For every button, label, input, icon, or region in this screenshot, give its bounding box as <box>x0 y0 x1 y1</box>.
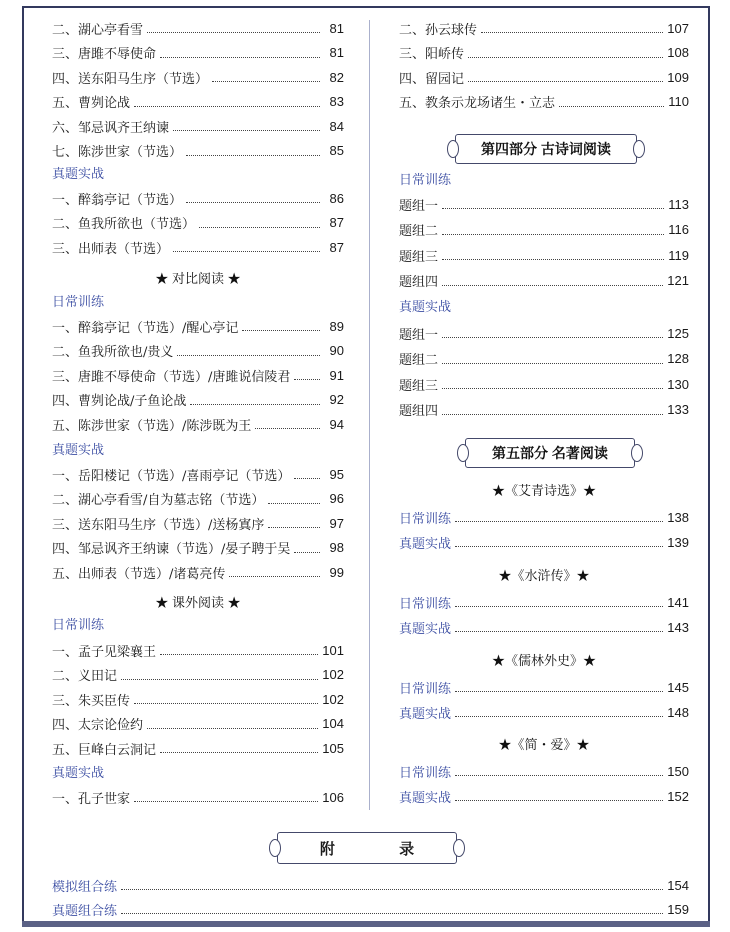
dot-leader <box>160 56 320 58</box>
toc-entry-title: 五、出师表（节选）/诸葛亮传 <box>52 566 226 582</box>
toc-entry-title: 五、曹刿论战 <box>52 96 131 111</box>
toc-entry-title: 五、教条示龙场诸生・立志 <box>399 96 556 111</box>
toc-entry[interactable] <box>52 140 344 162</box>
toc-entry[interactable] <box>52 874 689 896</box>
dot-leader <box>442 413 663 415</box>
toc-entry[interactable] <box>399 219 689 241</box>
toc-entry-title: 题组三 <box>399 378 439 394</box>
toc-entry[interactable] <box>399 348 689 370</box>
toc-entry[interactable] <box>399 676 689 698</box>
dot-leader <box>134 702 318 704</box>
toc-entry-page: 91 <box>329 367 344 383</box>
toc-entry[interactable] <box>399 591 689 613</box>
toc-entry-page: 102 <box>322 667 344 682</box>
toc-entry-title: 五、陈涉世家（节选）/陈涉既为王 <box>52 418 252 434</box>
toc-entry[interactable] <box>52 413 344 435</box>
column-divider <box>369 20 370 810</box>
toc-entry[interactable] <box>52 713 344 735</box>
section-heading: ★《水浒传》★ <box>498 568 590 583</box>
toc-entry-page: 113 <box>668 196 689 212</box>
toc-entry-page: 104 <box>322 716 344 731</box>
toc-entry-page: 130 <box>667 376 689 392</box>
toc-entry-title: 一、醉翁亭记（节选）/醒心亭记 <box>52 320 239 336</box>
toc-entry[interactable] <box>52 639 344 661</box>
category-label: 日常训练 <box>52 617 105 632</box>
toc-entry[interactable] <box>399 66 689 88</box>
dot-leader <box>147 727 318 729</box>
appendix-title: 附 录 <box>319 840 445 858</box>
toc-entry-page: 94 <box>329 416 344 432</box>
toc-entry[interactable] <box>52 42 344 64</box>
toc-entry[interactable] <box>52 187 344 209</box>
dot-leader <box>442 233 664 235</box>
toc-entry-page: 150 <box>667 763 689 779</box>
toc-entry-page: 119 <box>668 247 689 263</box>
toc-entry-page: 81 <box>329 20 344 36</box>
toc-entry-page: 138 <box>667 509 689 525</box>
toc-entry[interactable] <box>52 389 344 411</box>
toc-entry-title: 题组二 <box>399 224 439 239</box>
toc-entry-title: 五、巨峰白云洞记 <box>52 742 157 758</box>
toc-entry-page: 108 <box>667 45 689 60</box>
dot-leader <box>134 105 320 107</box>
toc-entry-title: 真题实战 <box>399 789 452 805</box>
toc-entry[interactable] <box>52 17 344 39</box>
toc-entry-title: 题组一 <box>399 327 439 343</box>
toc-entry-page: 92 <box>329 392 344 407</box>
toc-entry[interactable] <box>52 664 344 686</box>
toc-entry-page: 87 <box>329 215 344 230</box>
dot-leader <box>186 154 320 156</box>
dot-leader <box>455 520 663 522</box>
toc-entry-page: 110 <box>668 94 689 109</box>
toc-entry-page: 121 <box>667 273 689 288</box>
toc-entry[interactable] <box>399 399 689 421</box>
dot-leader <box>455 774 663 776</box>
toc-entry[interactable] <box>52 512 344 534</box>
dot-leader <box>121 912 663 914</box>
toc-entry-page: 154 <box>667 877 689 893</box>
toc-entry[interactable] <box>399 616 689 638</box>
toc-entry[interactable] <box>52 463 344 485</box>
toc-entry-title: 四、曹刿论战/子鱼论战 <box>52 394 187 409</box>
toc-entry-page: 97 <box>329 515 344 531</box>
toc-entry-page: 89 <box>329 318 344 334</box>
toc-entry-page: 133 <box>667 402 689 417</box>
dot-leader <box>455 799 663 801</box>
dot-leader <box>455 715 663 717</box>
toc-entry-title: 二、湖心亭看雪/自为墓志铭（节选） <box>52 493 265 508</box>
toc-entry[interactable] <box>52 315 344 337</box>
toc-entry-page: 90 <box>329 343 344 358</box>
dot-leader <box>442 284 663 286</box>
toc-entry-title: 真题实战 <box>399 705 452 721</box>
toc-entry-page: 82 <box>329 69 344 85</box>
toc-entry-page: 96 <box>329 491 344 506</box>
section-heading: ★《儒林外史》★ <box>491 653 596 668</box>
toc-entry[interactable] <box>52 786 344 808</box>
toc-entry-title: 二、湖心亭看雪 <box>52 22 144 38</box>
dot-leader <box>442 362 663 364</box>
toc-entry[interactable] <box>399 322 689 344</box>
toc-entry-page: 86 <box>329 190 344 206</box>
toc-entry-title: 二、鱼我所欲也/贵义 <box>52 345 174 360</box>
dot-leader <box>294 551 320 553</box>
toc-entry[interactable] <box>399 91 689 113</box>
toc-entry[interactable] <box>399 193 689 215</box>
category-label: 真题实战 <box>52 765 105 780</box>
toc-entry-title: 模拟组合练 <box>52 878 118 894</box>
toc-entry-page: 101 <box>322 642 344 658</box>
category-label: 真题实战 <box>52 166 105 181</box>
dot-leader <box>294 378 320 380</box>
dot-leader <box>177 354 320 356</box>
dot-leader <box>468 80 663 82</box>
category-label: 真题实战 <box>399 299 452 314</box>
part-banner: 第四部分 古诗词阅读 <box>455 134 637 164</box>
toc-entry[interactable] <box>52 212 344 234</box>
toc-entry[interactable] <box>399 760 689 782</box>
toc-entry[interactable] <box>399 701 689 723</box>
toc-entry[interactable] <box>399 506 689 528</box>
dot-leader <box>455 545 663 547</box>
dot-leader <box>442 207 664 209</box>
toc-entry[interactable] <box>52 340 344 362</box>
toc-entry[interactable] <box>52 488 344 510</box>
toc-entry-page: 106 <box>322 789 344 805</box>
dot-leader <box>268 502 320 504</box>
dot-leader <box>212 80 320 82</box>
toc-entry-title: 真题实战 <box>399 620 452 636</box>
toc-entry-title: 三、朱买臣传 <box>52 693 131 709</box>
toc-entry-title: 一、醉翁亭记（节选） <box>52 192 183 208</box>
toc-entry-title: 一、孔子世家 <box>52 791 131 807</box>
toc-entry[interactable] <box>52 66 344 88</box>
section-heading: ★ 课外阅读 ★ <box>155 595 241 610</box>
toc-entry-title: 题组一 <box>399 198 439 214</box>
dot-leader <box>455 690 663 692</box>
toc-entry-title: 题组三 <box>399 249 439 265</box>
dot-leader <box>242 329 320 331</box>
dot-leader <box>121 678 318 680</box>
toc-entry[interactable] <box>399 244 689 266</box>
toc-entry-page: 85 <box>329 143 344 158</box>
toc-entry-title: 日常训练 <box>399 510 452 526</box>
toc-entry-page: 84 <box>329 118 344 134</box>
toc-entry-title: 题组四 <box>399 275 439 290</box>
appendix-banner <box>277 832 457 864</box>
toc-entry-page: 145 <box>667 679 689 695</box>
toc-entry[interactable] <box>52 561 344 583</box>
toc-entry-title: 日常训练 <box>399 595 452 611</box>
toc-entry-page: 139 <box>667 534 689 550</box>
part-banner: 第五部分 名著阅读 <box>465 438 635 468</box>
toc-entry-page: 83 <box>329 94 344 109</box>
toc-entry-title: 三、唐雎不辱使命（节选）/唐雎说信陵君 <box>52 369 291 385</box>
dot-leader <box>199 226 320 228</box>
toc-entry-page: 141 <box>667 594 689 610</box>
toc-entry[interactable] <box>399 785 689 807</box>
toc-entry-title: 日常训练 <box>399 680 452 696</box>
category-label: 日常训练 <box>52 294 105 309</box>
dot-leader <box>294 477 320 479</box>
dot-leader <box>190 403 320 405</box>
toc-entry-title: 二、鱼我所欲也（节选） <box>52 217 196 232</box>
dot-leader <box>255 427 320 429</box>
toc-entry-title: 四、留园记 <box>399 71 465 87</box>
dot-leader <box>442 258 664 260</box>
toc-entry-title: 三、阳峤传 <box>399 47 465 62</box>
category-label: 真题实战 <box>52 442 105 457</box>
toc-entry-title: 日常训练 <box>399 764 452 780</box>
toc-entry-title: 一、岳阳楼记（节选）/喜雨亭记（节选） <box>52 468 291 484</box>
toc-entry-title: 真题组合练 <box>52 902 118 918</box>
toc-entry[interactable] <box>399 531 689 553</box>
toc-entry-page: 152 <box>667 788 689 804</box>
dot-leader <box>147 31 320 33</box>
toc-entry-title: 真题实战 <box>399 535 452 551</box>
toc-entry[interactable] <box>52 898 689 920</box>
toc-entry-page: 87 <box>329 239 344 255</box>
dot-leader <box>559 105 664 107</box>
dot-leader <box>468 56 663 58</box>
dot-leader <box>442 387 663 389</box>
toc-entry[interactable] <box>399 17 689 39</box>
toc-entry-title: 题组二 <box>399 353 439 368</box>
dot-leader <box>173 250 320 252</box>
dot-leader <box>229 575 320 577</box>
toc-entry-page: 125 <box>667 325 689 341</box>
toc-entry-title: 七、陈涉世家（节选） <box>52 145 183 160</box>
page-frame-bottom-bar <box>22 921 710 927</box>
toc-entry-page: 116 <box>668 222 689 237</box>
dot-leader <box>173 129 320 131</box>
toc-entry[interactable] <box>52 236 344 258</box>
toc-entry[interactable] <box>52 364 344 386</box>
toc-entry-title: 三、送东阳马生序（节选）/送杨寘序 <box>52 517 265 533</box>
toc-entry-title: 一、孟子见梁襄王 <box>52 644 157 660</box>
toc-entry[interactable] <box>52 115 344 137</box>
dot-leader <box>160 653 318 655</box>
toc-entry[interactable] <box>399 42 689 64</box>
toc-entry-page: 109 <box>667 69 689 85</box>
toc-entry-title: 四、太宗论俭约 <box>52 718 144 733</box>
toc-entry-title: 三、出师表（节选） <box>52 241 170 257</box>
toc-entry[interactable] <box>399 270 689 292</box>
dot-leader <box>455 605 663 607</box>
dot-leader <box>455 630 663 632</box>
toc-entry-title: 四、邹忌讽齐王纳谏（节选）/晏子聘于吴 <box>52 542 291 557</box>
toc-entry-page: 81 <box>329 45 344 60</box>
dot-leader <box>442 336 663 338</box>
category-label: 日常训练 <box>399 172 452 187</box>
toc-entry[interactable] <box>399 373 689 395</box>
toc-entry-page: 143 <box>667 619 689 635</box>
toc-entry-page: 95 <box>329 466 344 482</box>
toc-entry[interactable] <box>52 537 344 559</box>
toc-entry-page: 107 <box>667 20 689 36</box>
section-heading: ★《简・爱》★ <box>498 737 590 752</box>
toc-entry-title: 四、送东阳马生序（节选） <box>52 71 209 87</box>
toc-entry[interactable] <box>52 688 344 710</box>
section-heading: ★ 对比阅读 ★ <box>155 271 241 286</box>
toc-entry-page: 159 <box>667 901 689 917</box>
toc-entry-page: 105 <box>322 740 344 756</box>
toc-entry-page: 148 <box>667 704 689 720</box>
toc-entry-page: 99 <box>329 564 344 580</box>
toc-entry[interactable] <box>52 91 344 113</box>
toc-entry-page: 98 <box>329 540 344 555</box>
dot-leader <box>121 888 663 890</box>
toc-entry-title: 二、义田记 <box>52 669 118 684</box>
toc-entry-title: 三、唐雎不辱使命 <box>52 47 157 62</box>
dot-leader <box>268 526 320 528</box>
section-heading: ★《艾青诗选》★ <box>491 483 596 498</box>
dot-leader <box>186 201 320 203</box>
toc-entry-title: 六、邹忌讽齐王纳谏 <box>52 120 170 136</box>
dot-leader <box>160 751 318 753</box>
toc-entry-title: 题组四 <box>399 404 439 419</box>
toc-entry-page: 102 <box>322 691 344 707</box>
dot-leader <box>134 800 318 802</box>
toc-entry-title: 二、孙云球传 <box>399 22 478 38</box>
toc-entry[interactable] <box>52 737 344 759</box>
toc-entry-page: 128 <box>667 351 689 366</box>
dot-leader <box>481 31 663 33</box>
